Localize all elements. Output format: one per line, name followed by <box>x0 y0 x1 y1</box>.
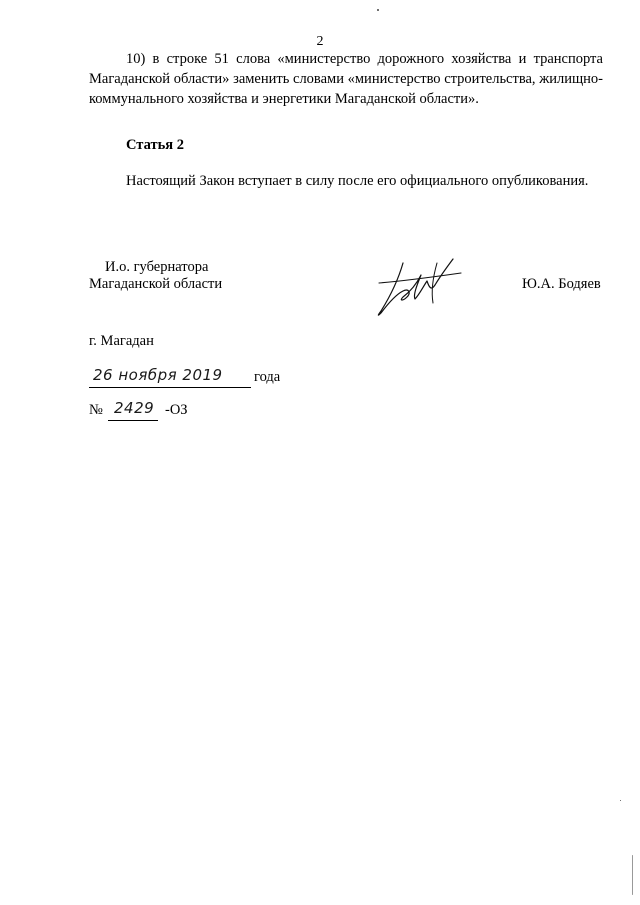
signatory-title-line2: Магаданской области <box>89 276 223 292</box>
scan-edge-mark <box>632 855 633 895</box>
scan-speck <box>377 9 379 11</box>
article-heading: Статья 2 <box>126 137 184 153</box>
amendment-item-10: 10) в строке 51 слова «министерство дорожного хозяйства и транспорта Магаданской области» заменить словами «министерство строительства, жилищно-коммунального хозяйства и энергетики Магаданской области». <box>89 51 603 107</box>
signatory-title-line1: И.о. губернатора <box>105 259 209 275</box>
signatory-name: Ю.А. Бодяев <box>522 276 601 292</box>
number-blank <box>108 398 158 421</box>
handwritten-date: 26 ноября 2019 <box>93 366 223 384</box>
city: г. Магадан <box>89 333 154 349</box>
handwritten-number: 2429 <box>114 399 155 417</box>
scan-speck <box>620 800 621 801</box>
page-number: 2 <box>316 34 324 49</box>
date-blank <box>89 365 251 388</box>
number-sign: № <box>89 402 103 418</box>
date-suffix: года <box>254 369 281 385</box>
handwritten-signature <box>373 255 465 317</box>
article-text: Настоящий Закон вступает в силу после его официального опубликования. <box>126 173 589 189</box>
number-suffix: -ОЗ <box>165 402 188 418</box>
